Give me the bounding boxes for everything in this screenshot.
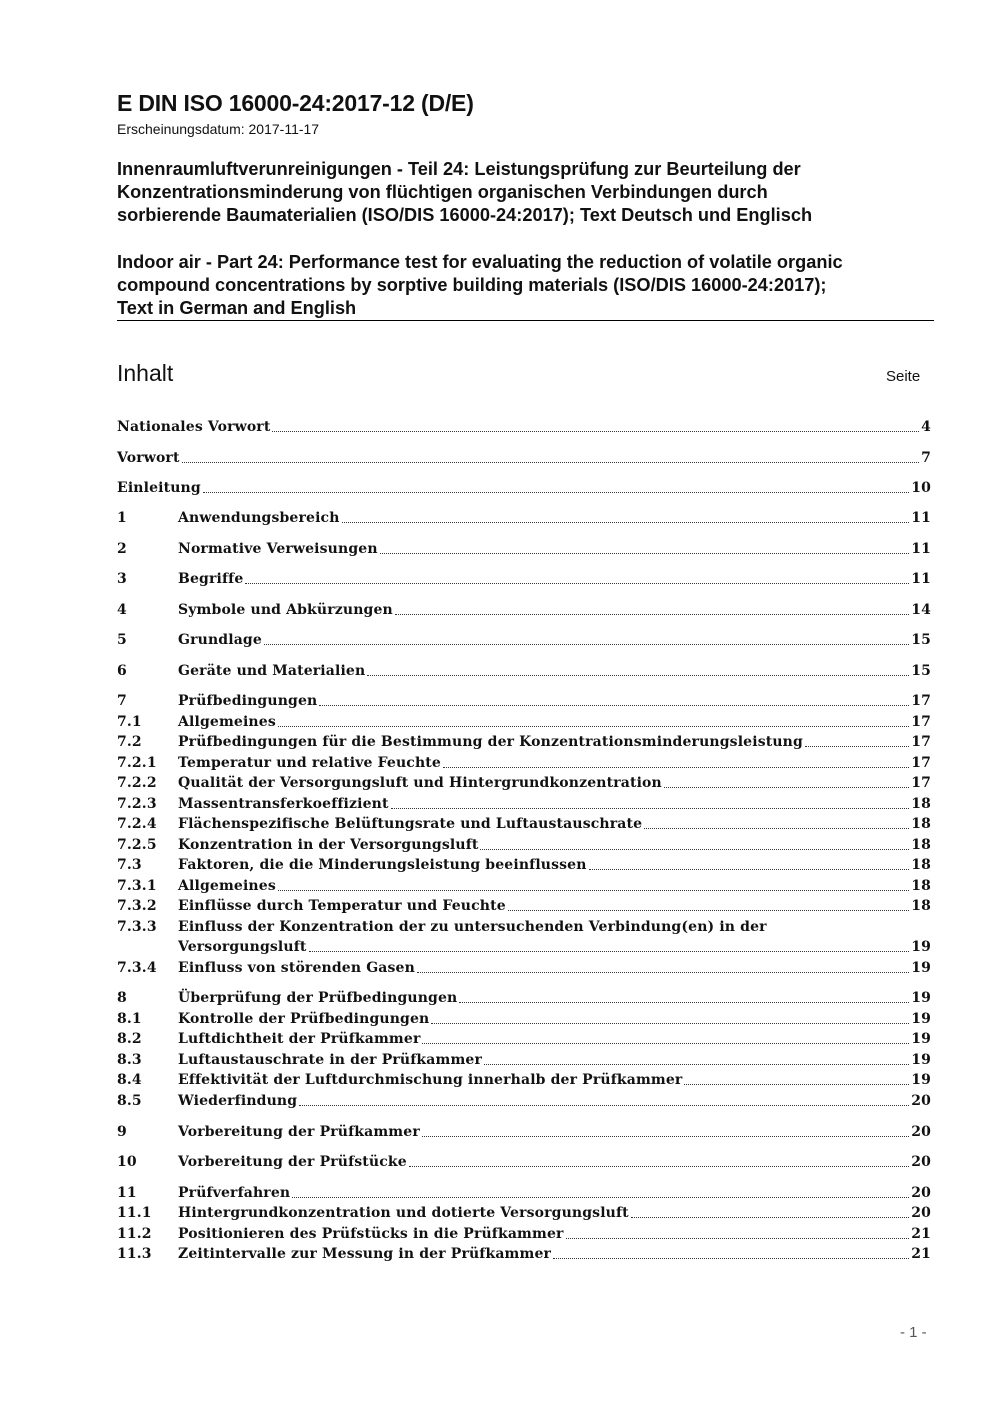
toc-entry-page: 19 (911, 1072, 931, 1088)
toc-entry-page: 18 (911, 796, 931, 812)
toc-entry-title: Temperatur und relative Feuchte (178, 755, 441, 771)
page-number: - 1 - (900, 1324, 927, 1341)
toc-entry-number: 1 (117, 510, 127, 526)
toc-entry[interactable] (117, 1029, 931, 1049)
toc-entry-title: Luftaustauschrate in der Prüfkammer (178, 1052, 482, 1068)
toc-entry-number: 7 (117, 693, 127, 709)
toc-entry-number: 11 (117, 1185, 137, 1201)
toc-leader-dots (431, 1023, 909, 1024)
toc-entry-title: Geräte und Materialien (178, 663, 366, 679)
toc-entry-page: 4 (921, 419, 931, 435)
toc-entry-number: 8.5 (117, 1093, 142, 1109)
toc-leader-dots (272, 431, 919, 432)
toc-entry-page: 19 (911, 990, 931, 1006)
toc-entry-title: Qualität der Versorgungsluft und Hintergrundkonzentration (178, 775, 662, 791)
toc-entry-title: Prüfbedingungen für die Bestimmung der Konzentrationsminderungsleistung (178, 734, 803, 750)
toc-entry-title: Faktoren, die die Minderungsleistung beeinflussen (178, 857, 587, 873)
toc-entry-number: 8.1 (117, 1011, 142, 1027)
toc-entry-page: 20 (911, 1093, 931, 1109)
document-id: E DIN ISO 16000-24:2017-12 (D/E) (117, 90, 474, 116)
toc-leader-dots (480, 849, 909, 850)
toc-entry-page: 15 (911, 632, 931, 648)
toc-entry-title: Kontrolle der Prüfbedingungen (178, 1011, 430, 1027)
toc-entry-page: 19 (911, 939, 931, 955)
toc-entry-page: 20 (911, 1205, 931, 1221)
toc-leader-dots (409, 1166, 909, 1167)
toc-entry-number: 7.2 (117, 734, 142, 750)
toc-entry-page: 7 (921, 450, 931, 466)
toc-entry[interactable] (117, 600, 931, 620)
toc-leader-dots (391, 808, 910, 809)
toc-entry[interactable] (117, 1050, 931, 1070)
toc-entry-number: 7.2.5 (117, 837, 157, 853)
toc-entry-title: Überprüfung der Prüfbedingungen (178, 990, 458, 1006)
toc-entry-number: 7.2.3 (117, 796, 157, 812)
toc-leader-dots (484, 1064, 909, 1065)
toc-entry-number: 7.3.2 (117, 898, 157, 914)
toc-entry-number: 2 (117, 541, 127, 557)
toc-entry-title: Flächenspezifische Belüftungsrate und Luftaustauschrate (178, 816, 643, 832)
title-german (117, 158, 937, 227)
toc-leader-dots (566, 1238, 910, 1239)
toc-entry[interactable] (117, 1152, 931, 1172)
toc-leader-dots (589, 869, 910, 870)
toc-entry-title: Einfluss der Konzentration der zu untersuchenden Verbindung(en) in der (178, 919, 767, 935)
toc-entry-number: 3 (117, 571, 127, 587)
toc-leader-dots (664, 787, 909, 788)
toc-entry-number: 7.2.2 (117, 775, 157, 791)
toc-leader-dots (278, 890, 909, 891)
toc-entry-number: 7.3.4 (117, 960, 157, 976)
toc-entry-number: 11.3 (117, 1246, 152, 1262)
toc-entry-page: 18 (911, 878, 931, 894)
title-divider (117, 320, 934, 321)
toc-leader-dots (805, 746, 909, 747)
toc-entry[interactable] (117, 569, 931, 589)
toc-entry-title: Prüfbedingungen (178, 693, 318, 709)
toc-leader-dots (245, 583, 909, 584)
toc-leader-dots (459, 1002, 909, 1003)
toc-leader-dots (309, 951, 910, 952)
toc-entry-title: Effektivität der Luftdurchmischung innerhalb der Prüfkammer (178, 1072, 683, 1088)
toc-entry-page: 15 (911, 663, 931, 679)
toc-entry[interactable] (117, 773, 931, 793)
toc-entry-page: 19 (911, 1011, 931, 1027)
toc-entry-title: Begriffe (178, 571, 244, 587)
toc-entry-page: 11 (911, 510, 931, 526)
toc-entry-number: 6 (117, 663, 127, 679)
toc-entry-number: 8.2 (117, 1031, 142, 1047)
toc-leader-dots (508, 910, 909, 911)
toc-entry-number: 7.3 (117, 857, 142, 873)
toc-entry-number: 7.2.4 (117, 816, 157, 832)
toc-entry-page: 11 (911, 541, 931, 557)
toc-entry-number: 11.1 (117, 1205, 152, 1221)
toc-entry-title-continued: Versorgungsluft (178, 939, 307, 955)
title-english-line: Text in German and English (117, 298, 357, 318)
toc-entry-title: Zeitintervalle zur Messung in der Prüfkammer (178, 1246, 552, 1262)
toc-entry[interactable] (117, 1203, 931, 1223)
toc-entry-title: Einflüsse durch Temperatur und Feuchte (178, 898, 506, 914)
toc-leader-dots (182, 462, 920, 463)
toc-leader-dots (367, 675, 909, 676)
toc-entry-page: 17 (911, 734, 931, 750)
title-german-line: Innenraumluftverunreinigungen - Teil 24: Leistungsprüfung zur Beurteilung der (117, 159, 801, 179)
toc-entry-title: Einleitung (117, 480, 201, 496)
toc-entry[interactable] (117, 835, 931, 855)
toc-entry-title: Einfluss von störenden Gasen (178, 960, 415, 976)
toc-entry-page: 21 (911, 1226, 931, 1242)
toc-leader-dots (278, 726, 909, 727)
toc-entry-page: 19 (911, 1052, 931, 1068)
toc-entry-number: 7.3.1 (117, 878, 157, 894)
toc-leader-dots (684, 1084, 909, 1085)
toc-leader-dots (203, 492, 909, 493)
toc-entry-number: 9 (117, 1124, 127, 1140)
toc-leader-dots (342, 522, 910, 523)
publication-date: Erscheinungsdatum: 2017-11-17 (117, 121, 320, 137)
toc-entry[interactable] (117, 630, 931, 650)
toc-entry-title: Konzentration in der Versorgungsluft (178, 837, 479, 853)
toc-entry-number: 8 (117, 990, 127, 1006)
toc-entry-page: 10 (911, 480, 931, 496)
toc-entry-page: 19 (911, 960, 931, 976)
toc-entry-title: Luftdichtheit der Prüfkammer (178, 1031, 421, 1047)
toc-entry[interactable] (117, 958, 931, 978)
toc-entry-number: 10 (117, 1154, 137, 1170)
toc-heading: Inhalt (117, 360, 174, 386)
toc-entry-title: Symbole und Abkürzungen (178, 602, 393, 618)
toc-entry[interactable] (117, 508, 931, 528)
toc-entry-page: 18 (911, 816, 931, 832)
toc-leader-dots (553, 1258, 909, 1259)
toc-entry-page: 19 (911, 1031, 931, 1047)
toc-entry[interactable] (117, 753, 931, 773)
title-english-line: Indoor air - Part 24: Performance test for evaluating the reduction of volatile organic (117, 252, 843, 272)
toc-leader-dots (299, 1105, 909, 1106)
toc-entry[interactable] (117, 448, 931, 468)
toc-entry-title: Normative Verweisungen (178, 541, 378, 557)
toc-entry-title: Prüfverfahren (178, 1185, 291, 1201)
toc-leader-dots (631, 1217, 909, 1218)
toc-entry-page: 20 (911, 1185, 931, 1201)
toc-leader-dots (422, 1136, 909, 1137)
toc-leader-dots (380, 553, 910, 554)
toc-entry-page: 17 (911, 714, 931, 730)
toc-entry-page: 20 (911, 1154, 931, 1170)
toc-entry-page: 18 (911, 837, 931, 853)
toc-entry[interactable] (117, 896, 931, 916)
title-german-line: sorbierende Baumaterialien (ISO/DIS 16000-24:2017); Text Deutsch und Englisch (117, 205, 813, 225)
toc-entry-title: Positionieren des Prüfstücks in die Prüfkammer (178, 1226, 564, 1242)
toc-leader-dots (422, 1043, 909, 1044)
toc-entry-number: 11.2 (117, 1226, 152, 1242)
toc-page-column-label: Seite (886, 368, 921, 385)
toc-entry-continuation[interactable] (117, 937, 931, 957)
toc-leader-dots (443, 767, 909, 768)
toc-entry-number: 8.4 (117, 1072, 142, 1088)
toc-entry-number: 7.2.1 (117, 755, 157, 771)
toc-entry-title: Allgemeines (178, 878, 276, 894)
toc-entry-title: Vorbereitung der Prüfstücke (178, 1154, 407, 1170)
toc-leader-dots (292, 1197, 909, 1198)
toc-entry-page: 17 (911, 755, 931, 771)
title-german-line: Konzentrationsminderung von flüchtigen organischen Verbindungen durch (117, 182, 768, 202)
toc-entry[interactable] (117, 1224, 931, 1244)
toc-entry-title: Vorbereitung der Prüfkammer (178, 1124, 420, 1140)
toc-entry-page: 11 (911, 571, 931, 587)
toc-leader-dots (395, 614, 909, 615)
toc-entry[interactable] (117, 988, 931, 1008)
toc-entry[interactable] (117, 1009, 931, 1029)
toc-entry[interactable] (117, 794, 931, 814)
toc-entry[interactable] (117, 732, 931, 752)
toc-entry-title: Hintergrundkonzentration und dotierte Versorgungsluft (178, 1205, 629, 1221)
toc-entry[interactable] (117, 1091, 931, 1111)
toc-entry[interactable] (117, 1070, 931, 1090)
toc-entry-page: 18 (911, 898, 931, 914)
title-english-line: compound concentrations by sorptive building materials (ISO/DIS 16000-24:2017); (117, 275, 827, 295)
toc-entry[interactable] (117, 661, 931, 681)
title-english (117, 251, 937, 320)
toc-entry-number: 7.3.3 (117, 919, 157, 935)
toc-entry-title: Anwendungsbereich (178, 510, 340, 526)
toc-entry-page: 17 (911, 775, 931, 791)
toc-entry[interactable] (117, 1122, 931, 1142)
toc-entry-title: Nationales Vorwort (117, 419, 271, 435)
toc-entry-page: 21 (911, 1246, 931, 1262)
toc-entry[interactable] (117, 1183, 931, 1203)
toc-entry[interactable] (117, 691, 931, 711)
toc-entry[interactable] (117, 712, 931, 732)
toc-entry[interactable] (117, 855, 931, 875)
toc-entry-page: 20 (911, 1124, 931, 1140)
toc-leader-dots (319, 705, 909, 706)
toc-entry-number: 8.3 (117, 1052, 142, 1068)
toc-entry-page: 18 (911, 857, 931, 873)
toc-entry-number: 7.1 (117, 714, 142, 730)
toc-entry[interactable] (117, 478, 931, 498)
toc-entry-page: 17 (911, 693, 931, 709)
toc-entry[interactable] (117, 917, 931, 937)
toc-entry[interactable] (117, 417, 931, 437)
toc-entry-title: Allgemeines (178, 714, 276, 730)
toc-entry-title: Grundlage (178, 632, 262, 648)
toc-entry-title: Massentransferkoeffizient (178, 796, 389, 812)
toc-entry-page: 14 (911, 602, 931, 618)
toc-entry[interactable] (117, 539, 931, 559)
toc-entry-title: Wiederfindung (178, 1093, 298, 1109)
toc-leader-dots (264, 644, 909, 645)
toc-leader-dots (417, 972, 909, 973)
toc-entry[interactable] (117, 876, 931, 896)
toc-entry-title: Vorwort (117, 450, 180, 466)
toc-leader-dots (644, 828, 909, 829)
toc-entry[interactable] (117, 1244, 931, 1264)
toc-entry-number: 5 (117, 632, 127, 648)
toc-entry-number: 4 (117, 602, 127, 618)
toc-entry[interactable] (117, 814, 931, 834)
